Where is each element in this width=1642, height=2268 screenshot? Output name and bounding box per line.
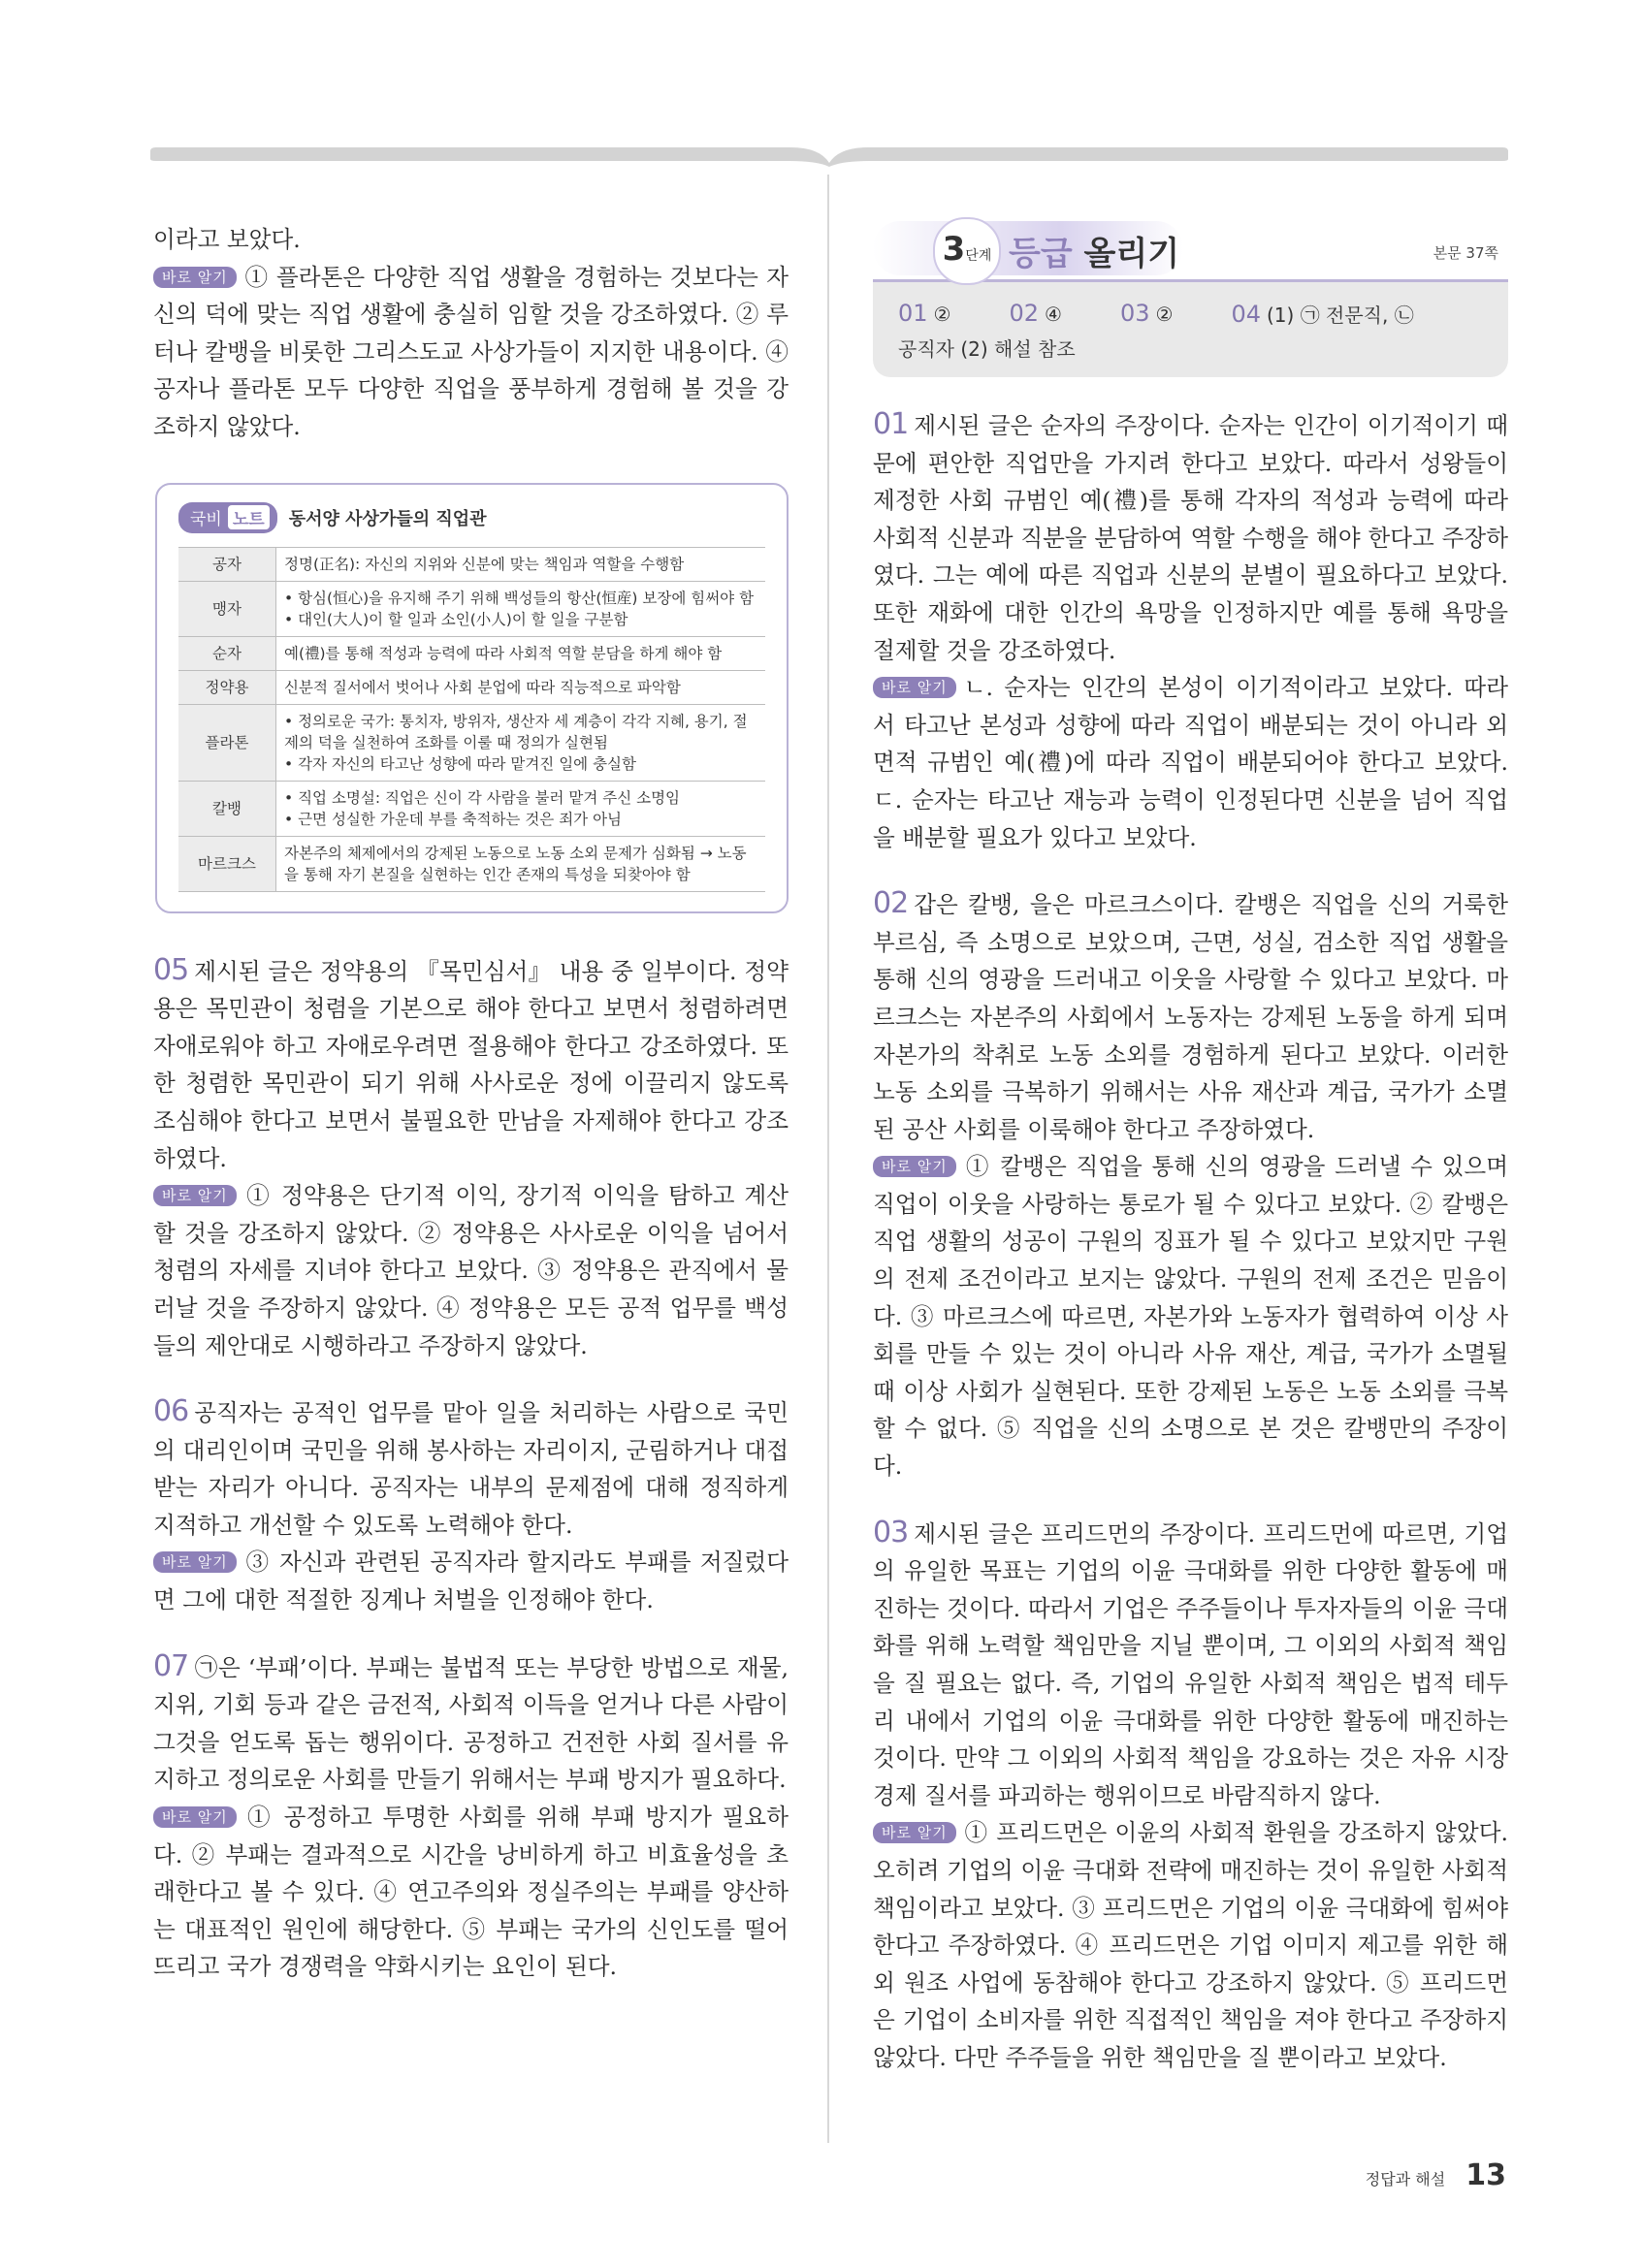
view-line: • 각자 자신의 타고난 성향에 따라 맡겨진 일에 충실함 xyxy=(284,754,636,773)
top-divider-bar xyxy=(150,145,1508,167)
explain-badge: 바로 알기 xyxy=(873,677,956,698)
thinker-row xyxy=(178,670,765,704)
page-number: 13 xyxy=(1465,2158,1506,2192)
explain-badge: 바로 알기 xyxy=(153,1185,237,1206)
question-05: 05 제시된 글은 정약용의 『목민심서』 내용 중 일부이다. 정약용은 목민관이 청렴을 기본으로 해야 한다고 보면서 청렴하려면 자애로워야 하고 자애로우려면 절용해야 한다고 강조하였다. 또한 청렴한 목민관이 되기 위해 사사로운 정에 이끌리지 않도록 조심해야 한다고 보면서 불필요한 만남을 자제해야 한다고 강조하였다. xyxy=(153,952,789,1172)
question-06-explanation: 바로 알기 ③ 자신과 관련된 공직자라 할지라도 부패를 저질렀다면 그에 대한 적절한 징계나 처벌을 인정해야 한다. xyxy=(153,1549,789,1614)
thinker-view xyxy=(276,781,766,836)
answer-item: 03 ② xyxy=(1119,300,1174,327)
question-07: 07 ㉠은 ‘부패’이다. 부패는 불법적 또는 부당한 방법으로 재물, 지위, 기회 등과 같은 금전적, 사회적 이득을 얻거나 다른 사람이 그것을 얻도록 돕는 행위이다. 공정하고 건전한 사회 질서를 유지하고 정의로운 사회를 만들기 위해서는 부패 방지가 필요하다. xyxy=(153,1648,789,1794)
question-number: 03 xyxy=(873,1515,909,1549)
thinker-view xyxy=(276,636,766,670)
view-line: • 항심(恒心)을 유지해 주기 위해 백성들의 항산(恒産) 보장에 힘써야 함 xyxy=(284,589,755,607)
answer-item: 04 (1) ㉠ 전문직, ㉡ xyxy=(1231,301,1414,328)
thinker-name: 순자 xyxy=(178,636,276,670)
page-reference: 본문 37쪽 xyxy=(1433,244,1498,262)
question-number: 05 xyxy=(153,952,189,987)
note-tag: 국비 노트 xyxy=(178,502,277,533)
note-box xyxy=(155,483,789,913)
page-footer xyxy=(1366,2158,1506,2192)
thinker-view xyxy=(276,670,766,704)
answer-key-line2: 공직자 (2) 해설 참조 xyxy=(898,337,1076,361)
thinker-name: 칼뱅 xyxy=(178,781,276,836)
question-02-explanation: 바로 알기 ① 칼뱅은 직업을 통해 신의 영광을 드러낼 수 있으며 직업이 이웃을 사랑하는 통로가 될 수 있다고 보았다. ② 칼뱅은 직업 생활의 성공이 구원의 징표가 될 수 있다고 보았지만 구원의 전제 조건이라고 보지는 않았다. 구원의 전제 조건은 믿음이다. ③ 마르크스에 따르면, 자본가와 노동자가 협력하여 이상 사회를 만들 수 있는 것이 아니라 사유 재산, 계급, 국가가 소멸될 때 이상 사회가 실현된다. 또한 강제된 노동은 노동 소외를 극복할 수 없다. ⑤ 직업을 신의 소명으로 본 것은 칼뱅만의 주장이다. xyxy=(873,1153,1508,1481)
question-01-explanation: 바로 알기 ㄴ. 순자는 인간의 본성이 이기적이라고 보았다. 따라서 타고난 본성과 성향에 따라 직업이 배분되는 것이 아니라 외면적 규범인 예(禮)에 따라 직업이 배분되어야 한다고 보았다. ㄷ. 순자는 타고난 재능과 능력이 인정된다면 신분을 넘어 직업을 배분할 필요가 있다고 보았다. xyxy=(873,674,1508,851)
thinker-name: 맹자 xyxy=(178,581,276,636)
question-03: 03 제시된 글은 프리드먼의 주장이다. 프리드먼에 따르면, 기업의 유일한 목표는 기업의 이윤 극대화를 위한 다양한 활동에 매진하는 것이다. 따라서 기업은 주주들이나 투자자들의 이윤 극대화를 위해 노력할 책임만을 지닐 뿐이며, 그 이외의 사회적 책임을 질 필요는 없다. 즉, 기업의 유일한 사회적 책임은 법적 테두리 내에서 기업의 이윤 극대화를 위한 다양한 활동에 매진하는 것이다. 만약 그 이외의 사회적 책임을 강요하는 것은 자유 시장 경제 질서를 파괴하는 행위이므로 바람직하지 않다. xyxy=(873,1515,1508,1809)
thinker-name: 플라톤 xyxy=(178,704,276,781)
explain-badge: 바로 알기 xyxy=(873,1822,956,1843)
view-line: 신분적 질서에서 벗어나 사회 분업에 따라 직능적으로 파악함 xyxy=(284,678,681,696)
answer-key xyxy=(873,279,1508,377)
question-03-explanation: 바로 알기 ① 프리드먼은 이윤의 사회적 환원을 강조하지 않았다. 오히려 기업의 이윤 극대화 전략에 매진하는 것이 유일한 사회적 책임이라고 보았다. ③ 프리드먼은 기업의 이윤 극대화에 힘써야 한다고 주장하였다. ④ 프리드먼은 기업 이미지 제고를 위한 해외 원조 사업에 동참해야 한다고 강조하지 않았다. ⑤ 프리드먼은 기업이 소비자를 위한 직접적인 책임을 져야 한다고 주장하지 않았다. 다만 주주들을 위한 책임만을 질 뿐이라고 보았다. xyxy=(873,1819,1508,2071)
question-number: 07 xyxy=(153,1648,189,1683)
stage-title: 등급 올리기 xyxy=(1009,235,1180,273)
question-number: 06 xyxy=(153,1394,189,1429)
answer-item: 01 ② xyxy=(898,300,951,327)
question-number: 02 xyxy=(873,886,909,921)
thinker-name: 마르크스 xyxy=(178,836,276,891)
question-02: 02 갑은 칼뱅, 을은 마르크스이다. 칼뱅은 직업을 신의 거룩한 부르심, 즉 소명으로 보았으며, 근면, 성실, 검소한 직업 생활을 통해 신의 영광을 드러내고 이웃을 사랑할 수 있다고 보았다. 마르크스는 자본주의 사회에서 노동자는 강제된 노동을 하게 되며 자본가의 착취로 노동 소외를 경험하게 된다고 보았다. 이러한 노동 소외를 극복하기 위해서는 사유 재산과 계급, 국가가 소멸된 공산 사회를 이룩해야 한다고 주장하였다. xyxy=(873,886,1508,1143)
explain-badge: 바로 알기 xyxy=(153,267,237,288)
thinker-name: 공자 xyxy=(178,547,276,581)
thinker-row xyxy=(178,704,765,781)
view-line: • 근면 성실한 가운데 부를 축적하는 것은 죄가 아님 xyxy=(284,810,623,828)
view-line: 정명(正名): 자신의 지위와 신분에 맞는 책임과 역할을 수행함 xyxy=(284,555,685,573)
thinker-row xyxy=(178,836,765,891)
view-line: • 정의로운 국가: 통치자, 방위자, 생산자 세 계층이 각각 지혜, 용기, 절제의 덕을 실천하여 조화를 이룰 때 정의가 실현됨 xyxy=(284,712,748,751)
question-number: 01 xyxy=(873,407,909,441)
stage-header xyxy=(873,221,1508,279)
question-07-explanation: 바로 알기 ① 공정하고 투명한 사회를 위해 부패 방지가 필요하다. ② 부패는 결과적으로 시간을 낭비하게 하고 비효율성을 초래한다고 볼 수 있다. ④ 연고주의와 정실주의는 부패를 양산하는 대표적인 원인에 해당한다. ⑤ 부패는 국가의 신인도를 떨어뜨리고 국가 경쟁력을 약화시키는 요인이 된다. xyxy=(153,1804,789,1981)
thinkers-table xyxy=(178,547,765,892)
intro-explanation: 바로 알기 ① 플라톤은 다양한 직업 생활을 경험하는 것보다는 자신의 덕에 맞는 직업 생활에 충실히 임할 것을 강조하였다. ② 루터나 칼뱅을 비롯한 그리스도교 사상가들이 지지한 내용이다. ④ 공자나 플라톤 모두 다양한 직업을 풍부하게 경험해 볼 것을 강조하지 않았다. xyxy=(153,263,789,440)
stage-badge: 3단계 xyxy=(933,217,1001,285)
explain-badge: 바로 알기 xyxy=(873,1156,956,1177)
left-column xyxy=(153,221,789,1986)
thinker-view xyxy=(276,836,766,891)
view-line: 자본주의 체제에서의 강제된 노동으로 노동 소외 문제가 심화됨 → 노동을 통해 자기 본질을 실현하는 인간 존재의 특성을 되찾아야 함 xyxy=(284,844,747,883)
footer-label: 정답과 해설 xyxy=(1365,2170,1446,2188)
thinker-view xyxy=(276,581,766,636)
thinker-row xyxy=(178,781,765,836)
right-column xyxy=(873,221,1508,2077)
thinker-view xyxy=(276,547,766,581)
question-06: 06 공직자는 공적인 업무를 맡아 일을 처리하는 사람으로 국민의 대리인이며 국민을 위해 봉사하는 자리이지, 군림하거나 대접받는 자리가 아니다. 공직자는 내부의 문제점에 대해 정직하게 지적하고 개선할 수 있도록 노력해야 한다. xyxy=(153,1394,789,1539)
thinker-row xyxy=(178,636,765,670)
note-title: 동서양 사상가들의 직업관 xyxy=(288,508,487,529)
thinker-view xyxy=(276,704,766,781)
column-separator xyxy=(827,175,829,2143)
explain-badge: 바로 알기 xyxy=(153,1806,237,1828)
view-line: 예(禮)를 통해 적성과 능력에 따라 사회적 역할 분담을 하게 해야 함 xyxy=(284,644,723,662)
explain-badge: 바로 알기 xyxy=(153,1551,237,1573)
intro-text: 이라고 보았다. xyxy=(153,226,301,253)
answer-item: 02 ④ xyxy=(1009,300,1062,327)
view-line: • 직업 소명설: 직업은 신이 각 사람을 불러 맡겨 주신 소명임 xyxy=(284,788,681,807)
thinker-row xyxy=(178,547,765,581)
question-01: 01 제시된 글은 순자의 주장이다. 순자는 인간이 이기적이기 때문에 편안한 직업만을 가지려 한다고 보았다. 따라서 성왕들이 제정한 사회 규범인 예(禮)를 통해 각자의 적성과 능력에 따라 사회적 신분과 직분을 분담하여 역할 수행을 해야 한다고 주장하였다. 그는 예에 따른 직업과 신분의 분별이 필요하다고 보았다. 또한 재화에 대한 인간의 욕망을 인정하지만 예를 통해 욕망을 절제할 것을 강조하였다. xyxy=(873,407,1508,664)
thinker-name: 정약용 xyxy=(178,670,276,704)
question-05-explanation: 바로 알기 ① 정약용은 단기적 이익, 장기적 이익을 탐하고 계산할 것을 강조하지 않았다. ② 정약용은 사사로운 이익을 넘어서 청렴의 자세를 지녀야 한다고 보았다. ③ 정약용은 관직에서 물러날 것을 주장하지 않았다. ④ 정약용은 모든 공적 업무를 백성들의 제안대로 시행하라고 주장하지 않았다. xyxy=(153,1182,789,1359)
view-line: • 대인(大人)이 할 일과 소인(小人)이 할 일을 구분함 xyxy=(284,610,628,628)
thinker-row xyxy=(178,581,765,636)
